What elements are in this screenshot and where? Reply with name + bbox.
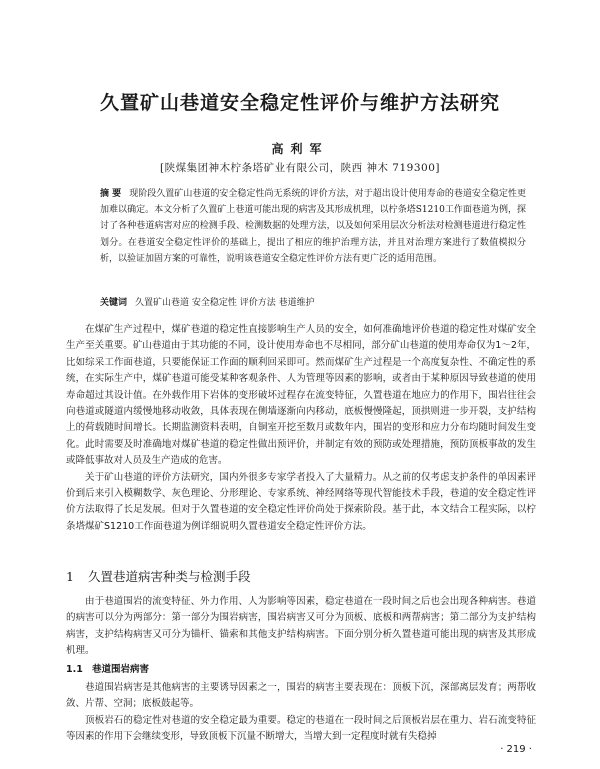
section-title: 久置巷道病害种类与检测手段 bbox=[88, 569, 251, 584]
section-body bbox=[66, 594, 536, 660]
abstract-label: 摘 要 bbox=[100, 189, 122, 199]
paragraph: 由于巷道围岩的流变特征、外力作用、人为影响等因素，稳定巷道在一段时间之后也会出现各种病害。巷道的病害可以分为两部分：第一部分为围岩病害，围岩病害又可分为顶板、底板和两帮病害；第二部分为支护结构病害，支护结构病害又可分为锚杆、锚索和其他支护结构病害。下面分别分析久置巷道可能出现的病害及其形成机理。 bbox=[66, 596, 536, 657]
author-name: 高利军 bbox=[271, 142, 329, 156]
subsection-heading bbox=[66, 663, 536, 677]
intro-body bbox=[66, 322, 536, 535]
paper-title: 久置矿山巷道安全稳定性评价与维护方法研究 bbox=[99, 92, 500, 114]
section-number: 1 bbox=[66, 569, 74, 584]
abstract-text: 现阶段久置矿山巷道的安全稳定性尚无系统的评价方法，对于超出设计使用寿命的巷道安全稳定性更加难以确定。本文分析了久置矿上巷道可能出现的病害及其形成机理，以柠条塔S1210工作面巷道为例，探讨了各种巷道病害对应的检测手段、检测数据的处理方法，以及如何采用层次分析法对检测巷道进行稳定性划分。在巷道安全稳定性评价的基础上，提出了相应的维护治理方法，并且对治理方案进行了数值模拟分析，以验证加固方案的可靠性，说明该巷道安全稳定性评价方法有更广泛的适用范围。 bbox=[100, 189, 526, 264]
abstract bbox=[100, 186, 526, 267]
subsection-body bbox=[66, 680, 536, 746]
keywords bbox=[100, 296, 526, 310]
paragraph: 顶板岩石的稳定性对巷道的安全稳定最为重要。稳定的巷道在一段时间之后顶板岩层在重力、岩石流变特征等因素的作用下会继续变形，导致顶板下沉量不断增大，当增大到一定程度时就有失稳掉 bbox=[66, 714, 536, 743]
paragraph: 在煤矿生产过程中，煤矿巷道的稳定性直接影响生产人员的安全，如何准确地评价巷道的稳定性对煤矿安全生产至关重要。矿山巷道由于其功能的不同，设计使用寿命也不尽相同，部分矿山巷道的使用寿命仅为1～2年，比如综采工作面巷道，只要能保证工作面的顺利回采即可。然而煤矿生产过程是一个高度复杂性、不确定性的系统，在实际生产中，煤矿巷道可能受某种客观条件、人为管理等因素的影响，或者由于某种原因导致巷道的使用寿命超过其设计值。在外载作用下岩体的变形破坏过程存在流变特征，久置巷道在地应力的作用下，围岩往往会向巷道或隧道内缓慢地移动收敛，具体表现在侧墙逐渐向内移动，底板慢慢隆起，顶拱则进一步开裂，支护结构上的荷载随时间增长。长期监测资料表明，自铜室开挖至数月或数年内，围岩的变形和应力分布均随时间发生变化。此时需要及时准确地对煤矿巷道的稳定性做出预评价，并制定有效的预防或处理措施，预防顶板事故的发生或降低事故对人员及生产造成的危害。 bbox=[66, 324, 536, 467]
paragraph: 巷道围岩病害是其他病害的主要诱导因素之一，围岩的病害主要表现在：顶板下沉，深部离层发育；两帮收敛、片帮、空洞；底板鼓起等。 bbox=[66, 682, 536, 710]
keywords-label: 关键词 bbox=[100, 298, 128, 308]
paragraph: 关于矿山巷道的评价方法研究，国内外很多专家学者投入了大量精力。从之前的仅考虑支护条件的单因素评价到后来引入模糊数学、灰色理论、分形理论、专家系统、神经网络等现代智能技术手段，巷道的安全稳定性评价方法取得了长足发展。但对于久置巷道的安全稳定性评价尚处于探索阶段。基于此，本文结合工程实际，以柠条塔煤矿S1210工作面巷道为例详细说明久置巷道安全稳定性评价方法。 bbox=[66, 471, 536, 532]
subsection-number: 1.1 bbox=[66, 664, 83, 675]
page-number: · 219 · bbox=[500, 744, 532, 755]
section-heading bbox=[66, 568, 536, 586]
affiliation: [陕煤集团神木柠条塔矿业有限公司，陕西 神木 719300] bbox=[160, 162, 440, 174]
subsection-title: 巷道围岩病害 bbox=[92, 664, 150, 675]
keywords-text: 久置矿山巷道 安全稳定性 评价方法 巷道维护 bbox=[135, 298, 315, 308]
